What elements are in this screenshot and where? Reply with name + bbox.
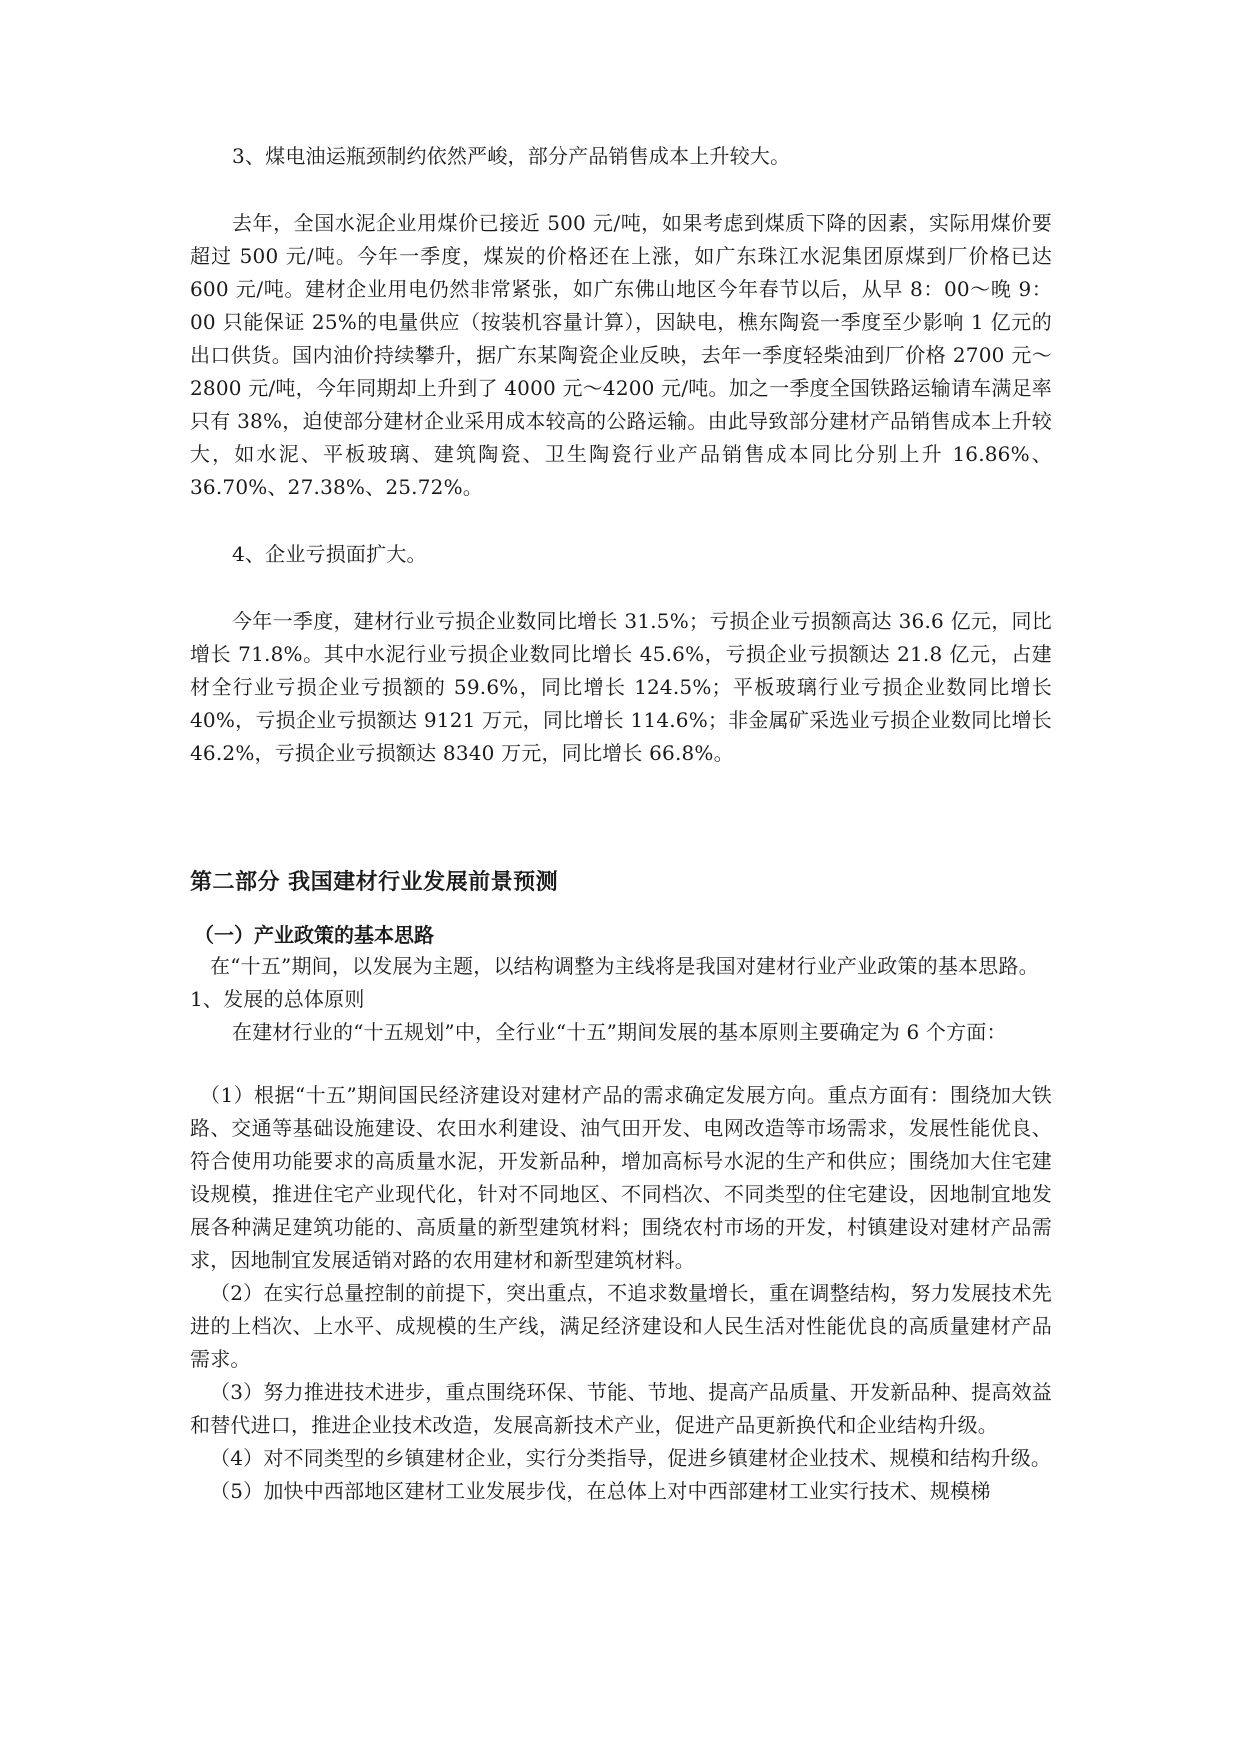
principle-item-2: （2）在实行总量控制的前提下，突出重点，不追求数量增长，重在调整结构，努力发展技术先进的上档次、上水平、成规模的生产线，满足经济建设和人民生活对性能优良的高质量建材产品需求。 xyxy=(190,1281,1052,1371)
document-page xyxy=(190,140,1052,1508)
principle-item-3: （3）努力推进技术进步，重点围绕环保、节能、节地、提高产品质量、开发新品种、提高效益和替代进口，推进企业技术改造，发展高新技术产业，促进产品更新换代和企业结构升级。 xyxy=(190,1380,1052,1437)
heading-general-principles: 1、发展的总体原则 xyxy=(190,987,365,1011)
list-heading-4: 4、企业亏损面扩大。 xyxy=(232,542,427,566)
principle-item-1: （1）根据“十五”期间国民经济建设对建材产品的需求确定发展方向。重点方面有：围绕加大铁路、交通等基础设施建设、农田水利建设、油气田开发、电网改造等市场需求，发展性能优良、符合使用功能要求的高质量水泥，开发新品种，增加高标号水泥的生产和供应；围绕加大住宅建设规模，推进住宅产业现代化，针对不同地区、不同档次、不同类型的住宅建设，因地制宜地发展各种满足建筑功能的、高质量的新型建筑材料；围绕农村市场的开发，村镇建设对建材产品需求，因地制宜发展适销对路的农用建材和新型建筑材料。 xyxy=(190,1083,1052,1272)
paragraph-policy-intro: 在“十五”期间，以发展为主题，以结构调整为主线将是我国对建材行业产业政策的基本思路。 xyxy=(210,954,1039,978)
principle-item-5: （5）加快中西部地区建材工业发展步伐，在总体上对中西部建材工业实行技术、规模梯 xyxy=(210,1479,991,1503)
paragraph-losses: 今年一季度，建材行业亏损企业数同比增长 31.5%；亏损企业亏损额高达 36.6 亿元，同比增长 71.8%。其中水泥行业亏损企业数同比增长 45.6%，亏损企业亏损额达 21.8 亿元，占建材全行业亏损企业亏损额的 59.6%，同比增长 124.5%；平板玻璃行业亏损企业数同比增长 40%，亏损企业亏损额达 9121 万元，同比增长 114.6%；非金属矿采选业亏损企业数同比增长 46.2%，亏损企业亏损额达 8340 万元，同比增长 66.8%。 xyxy=(190,609,1052,765)
paragraph-principles-lead: 在建材行业的“十五规划”中，全行业“十五”期间发展的基本原则主要确定为 6 个方面： xyxy=(232,1020,1007,1044)
paragraph-energy-costs: 去年，全国水泥企业用煤价已接近 500 元/吨，如果考虑到煤质下降的因素，实际用煤价要超过 500 元/吨。今年一季度，煤炭的价格还在上涨，如广东珠江水泥集团原煤到厂价格已达 600 元/吨。建材企业用电仍然非常紧张，如广东佛山地区今年春节以后，从早 8：00～晚 9：00 只能保证 25%的电量供应（按装机容量计算），因缺电，樵东陶瓷一季度至少影响 1 亿元的出口供货。国内油价持续攀升，据广东某陶瓷企业反映，去年一季度轻柴油到厂价格 2700 元～2800 元/吨，今年同期却上升到了 4000 元～4200 元/吨。加之一季度全国铁路运输请车满足率只有 38%，迫使部分建材企业采用成本较高的公路运输。由此导致部分建材产品销售成本上升较大，如水泥、平板玻璃、建筑陶瓷、卫生陶瓷行业产品销售成本同比分别上升 16.86%、36.70%、27.38%、25.72%。 xyxy=(190,211,1052,499)
subsection-title: （一）产业政策的基本思路 xyxy=(194,923,434,947)
principle-item-4: （4）对不同类型的乡镇建材企业，实行分类指导，促进乡镇建材企业技术、规模和结构升级。 xyxy=(210,1446,1052,1470)
section-title: 第二部分 我国建材行业发展前景预测 xyxy=(190,870,559,895)
list-heading-3: 3、煤电油运瓶颈制约依然严峻，部分产品销售成本上升较大。 xyxy=(232,144,791,168)
